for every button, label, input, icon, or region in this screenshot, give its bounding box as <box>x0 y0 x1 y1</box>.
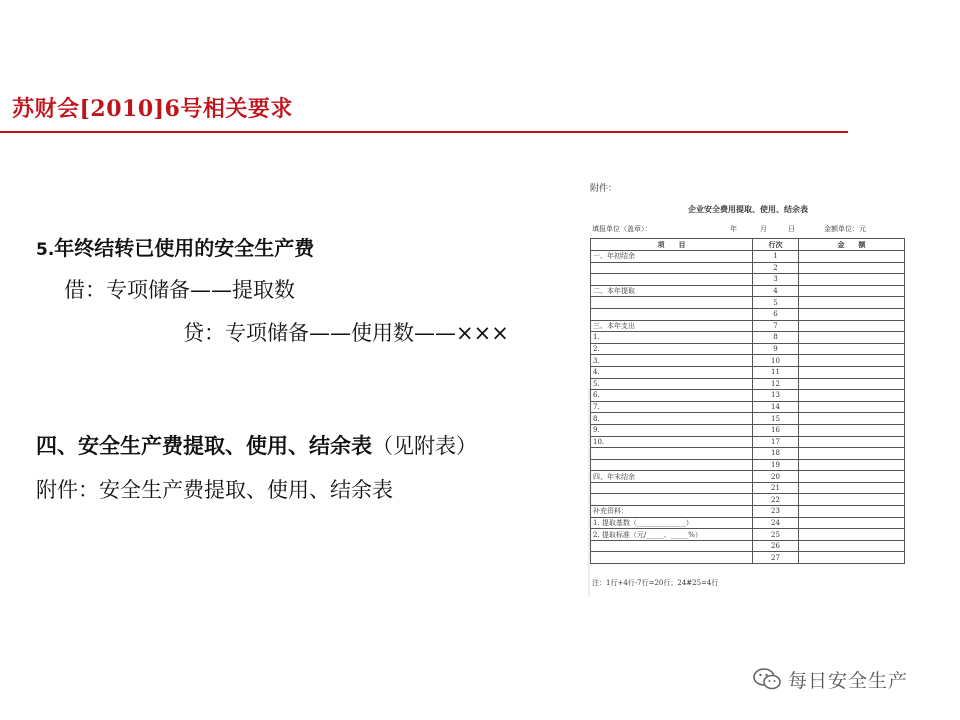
form-row <box>591 320 905 332</box>
form-row <box>591 413 905 425</box>
form-row <box>591 343 905 355</box>
form-header-amount: 金 额 <box>799 239 905 251</box>
form-row-line-number: 1 <box>753 251 799 263</box>
section-4-heading <box>36 430 477 460</box>
form-year-label: 年 <box>730 225 737 233</box>
section-4-title: 四、安全生产费提取、使用、结余表 <box>36 434 372 458</box>
form-row-amount <box>799 390 905 402</box>
form-row-amount <box>799 401 905 413</box>
form-row-line-number: 15 <box>753 413 799 425</box>
form-row-item <box>591 494 753 506</box>
form-row-line-number: 17 <box>753 436 799 448</box>
form-row-item <box>591 308 753 320</box>
form-row-item: 2. 提取标准（元/_____、_____%） <box>591 529 753 541</box>
slide-title: 苏财会[2010]6号相关要求 <box>12 96 293 122</box>
scanned-form <box>588 178 908 598</box>
form-row <box>591 517 905 529</box>
form-row-amount <box>799 413 905 425</box>
form-header-line: 行次 <box>753 239 799 251</box>
form-row-item: 9. <box>591 424 753 436</box>
watermark-text: 每日安全生产 <box>788 669 909 692</box>
form-row <box>591 355 905 367</box>
form-row-amount <box>799 471 905 483</box>
form-meta <box>592 224 904 236</box>
form-row-item: 四、年末结余 <box>591 471 753 483</box>
form-row-amount <box>799 285 905 297</box>
form-row-item: 3. <box>591 355 753 367</box>
form-row-amount <box>799 540 905 552</box>
form-row-item <box>591 540 753 552</box>
form-row-line-number: 7 <box>753 320 799 332</box>
watermark <box>752 664 908 694</box>
form-row-item: 5. <box>591 378 753 390</box>
item-5-heading <box>36 232 314 261</box>
form-row-line-number: 26 <box>753 540 799 552</box>
form-row-line-number: 3 <box>753 274 799 286</box>
form-row <box>591 540 905 552</box>
form-row <box>591 459 905 471</box>
form-row-item <box>591 482 753 494</box>
item-5-number: 5. <box>36 240 55 260</box>
form-row-item <box>591 448 753 460</box>
form-row-line-number: 9 <box>753 343 799 355</box>
form-row <box>591 285 905 297</box>
credit-entry: 贷：专项储备——使用数——××× <box>183 321 509 345</box>
form-amount-unit: 金额单位：元 <box>824 225 866 233</box>
form-row-item <box>591 274 753 286</box>
form-row <box>591 529 905 541</box>
form-row-amount <box>799 262 905 274</box>
form-row-item: 1. 提取基数（______________） <box>591 517 753 529</box>
form-row-amount <box>799 308 905 320</box>
form-row-amount <box>799 424 905 436</box>
form-row-line-number: 4 <box>753 285 799 297</box>
form-row-item <box>591 297 753 309</box>
form-row-item: 一、年初结余 <box>591 251 753 263</box>
form-row-amount <box>799 529 905 541</box>
form-row-item: 10. <box>591 436 753 448</box>
form-row-amount <box>799 459 905 471</box>
form-row <box>591 471 905 483</box>
item-5-title: 年终结转已使用的安全生产费 <box>54 236 315 260</box>
form-row-item: 补充资料： <box>591 506 753 518</box>
form-month-label: 月 <box>760 225 767 233</box>
form-row <box>591 366 905 378</box>
form-row-line-number: 12 <box>753 378 799 390</box>
form-row-line-number: 27 <box>753 552 799 564</box>
form-row-amount <box>799 378 905 390</box>
form-row <box>591 251 905 263</box>
form-row-line-number: 21 <box>753 482 799 494</box>
form-row-line-number: 11 <box>753 366 799 378</box>
form-row-amount <box>799 366 905 378</box>
form-row-item: 8. <box>591 413 753 425</box>
form-row <box>591 378 905 390</box>
form-row-amount <box>799 436 905 448</box>
form-row-line-number: 25 <box>753 529 799 541</box>
form-row <box>591 274 905 286</box>
attachment-line: 附件：安全生产费提取、使用、结余表 <box>36 478 393 502</box>
form-row-amount <box>799 297 905 309</box>
form-row-item: 三、本年支出 <box>591 320 753 332</box>
form-row-item <box>591 459 753 471</box>
form-header-item: 项 目 <box>591 239 753 251</box>
form-row <box>591 401 905 413</box>
form-unit-label: 填报单位（盖章）： <box>592 225 652 233</box>
form-table <box>590 238 905 564</box>
form-row-line-number: 2 <box>753 262 799 274</box>
form-row <box>591 262 905 274</box>
form-row <box>591 506 905 518</box>
form-row-line-number: 18 <box>753 448 799 460</box>
form-row-amount <box>799 482 905 494</box>
form-title: 企业安全费用提取、使用、结余表 <box>688 204 808 214</box>
form-row-line-number: 10 <box>753 355 799 367</box>
debit-entry: 借：专项储备——提取数 <box>64 278 295 302</box>
form-attach-label: 附件： <box>590 184 618 194</box>
form-row-amount <box>799 552 905 564</box>
form-row-item <box>591 552 753 564</box>
form-row <box>591 494 905 506</box>
form-header-row <box>591 239 905 251</box>
form-row-item: 二、本年提取 <box>591 285 753 297</box>
form-row <box>591 332 905 344</box>
form-row-line-number: 14 <box>753 401 799 413</box>
form-row-line-number: 24 <box>753 517 799 529</box>
form-row-line-number: 22 <box>753 494 799 506</box>
form-row-line-number: 8 <box>753 332 799 344</box>
form-row-amount <box>799 343 905 355</box>
form-row-amount <box>799 506 905 518</box>
form-row-amount <box>799 517 905 529</box>
form-row <box>591 436 905 448</box>
form-row-amount <box>799 448 905 460</box>
form-row-line-number: 20 <box>753 471 799 483</box>
form-row-item: 2. <box>591 343 753 355</box>
form-row <box>591 552 905 564</box>
section-4-note: （见附表） <box>372 434 477 458</box>
form-row-line-number: 6 <box>753 308 799 320</box>
form-row-line-number: 5 <box>753 297 799 309</box>
form-row-line-number: 13 <box>753 390 799 402</box>
form-row-item: 1. <box>591 332 753 344</box>
form-row-amount <box>799 355 905 367</box>
form-row-item: 7. <box>591 401 753 413</box>
form-row <box>591 390 905 402</box>
form-row <box>591 482 905 494</box>
form-row-amount <box>799 332 905 344</box>
form-row-amount <box>799 251 905 263</box>
form-row-line-number: 16 <box>753 424 799 436</box>
form-row-amount <box>799 494 905 506</box>
form-day-label: 日 <box>788 225 795 233</box>
form-row <box>591 424 905 436</box>
form-note: 注：1行+4行-7行=20行；24#25=4行 <box>592 579 719 587</box>
form-row-item: 4. <box>591 366 753 378</box>
form-row-amount <box>799 320 905 332</box>
form-row <box>591 297 905 309</box>
form-row-line-number: 23 <box>753 506 799 518</box>
form-row <box>591 308 905 320</box>
form-row <box>591 448 905 460</box>
form-row-amount <box>799 274 905 286</box>
form-row-item <box>591 262 753 274</box>
wechat-icon <box>752 666 782 692</box>
form-row-line-number: 19 <box>753 459 799 471</box>
form-row-item: 6. <box>591 390 753 402</box>
